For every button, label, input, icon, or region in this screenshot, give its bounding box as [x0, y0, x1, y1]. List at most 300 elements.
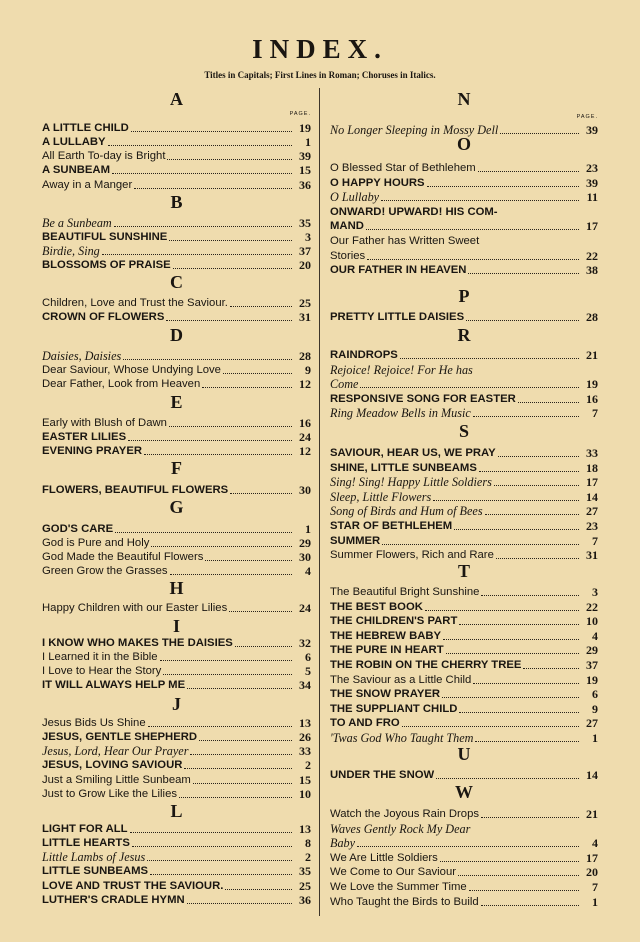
page-number: 33 — [586, 446, 598, 460]
entry-title: Watch the Joyous Rain Drops — [330, 808, 480, 820]
index-entry — [330, 249, 598, 263]
dot-leader — [112, 173, 292, 174]
entry-title: Dear Father, Look from Heaven — [42, 378, 201, 391]
page-number: 2 — [305, 850, 311, 865]
index-entry — [42, 430, 311, 444]
entry-title: Song of Birds and Hum of Bees — [330, 504, 483, 519]
index-entry — [42, 864, 311, 878]
dot-leader — [131, 131, 292, 132]
index-legend: Titles in Capitals; First Lines in Roman; Choruses in Italics. — [204, 70, 436, 80]
section-letter-c: C — [170, 272, 183, 292]
index-entry — [42, 636, 311, 650]
dot-leader — [199, 740, 292, 741]
entry-title: We Are Little Soldiers — [330, 851, 438, 864]
dot-leader — [169, 240, 292, 241]
dot-leader — [229, 611, 292, 612]
page-column-label: PAGE. — [289, 111, 311, 117]
entry-title: The Saviour as a Little Child — [330, 673, 472, 686]
entry-title: EVENING PRAYER — [42, 445, 143, 458]
dot-leader — [446, 653, 579, 654]
index-entry — [330, 392, 598, 406]
entry-title: Early with Blush of Dawn — [42, 417, 167, 429]
dot-leader — [425, 610, 579, 611]
section-letter-n: N — [457, 89, 471, 109]
entry-title: RESPONSIVE SONG FOR EASTER — [330, 392, 516, 405]
page-number: 20 — [586, 865, 598, 880]
entry-title: A LULLABY — [42, 136, 106, 149]
entry-title: Stories — [330, 249, 366, 262]
entry-title: OUR FATHER IN HEAVEN — [330, 264, 467, 277]
dot-leader — [481, 817, 579, 818]
page-number: 17 — [586, 475, 598, 490]
index-entry — [330, 263, 598, 277]
page-number: 3 — [305, 230, 311, 245]
index-entry — [42, 244, 311, 258]
dot-leader — [436, 778, 579, 779]
entry-title: JESUS, LOVING SAVIOUR — [42, 759, 183, 772]
dot-leader — [357, 846, 579, 847]
page-number: 37 — [299, 244, 311, 259]
page-number: 6 — [592, 687, 598, 702]
page-number: 14 — [586, 489, 598, 504]
index-entry — [42, 178, 311, 192]
entry-title: I Love to Hear the Story — [42, 665, 162, 678]
entry-title: A LITTLE CHILD — [42, 122, 129, 134]
dot-leader — [184, 768, 292, 769]
entry-title: IT WILL ALWAYS HELP ME — [42, 679, 186, 692]
entry-title: A SUNBEAM — [42, 164, 110, 177]
section-letter-p: P — [458, 286, 470, 306]
index-entry — [330, 822, 598, 836]
dot-leader — [187, 903, 292, 904]
section-letter-u: U — [457, 744, 471, 764]
dot-leader — [163, 674, 292, 675]
index-entry — [42, 296, 311, 310]
index-entry — [330, 731, 598, 745]
page-number: 6 — [305, 650, 311, 665]
page-number: 9 — [305, 363, 311, 378]
dot-leader — [169, 426, 292, 427]
page-number: 33 — [299, 744, 311, 759]
entry-title: O Lullaby — [330, 190, 380, 205]
entry-title: SUMMER — [330, 534, 381, 547]
index-entry — [42, 601, 311, 615]
entry-title: THE SUPPLIANT CHILD — [330, 702, 458, 715]
page-number: 23 — [586, 519, 598, 533]
dot-leader — [166, 320, 292, 321]
dot-leader — [160, 660, 292, 661]
entry-title: God is Pure and Holy — [42, 537, 150, 550]
dot-leader — [148, 726, 292, 727]
dot-leader — [466, 320, 579, 321]
section-letter-t: T — [457, 561, 470, 581]
index-entry — [42, 836, 311, 850]
dot-leader — [518, 402, 579, 403]
index-entry — [42, 879, 311, 893]
page-number: 27 — [586, 716, 598, 731]
index-entry — [330, 600, 598, 614]
index-entry — [330, 446, 598, 460]
section-letter-b: B — [170, 192, 183, 212]
entry-title: Come — [330, 377, 359, 392]
entry-title: Green Grow the Grasses — [42, 565, 168, 578]
dot-leader — [235, 646, 292, 647]
page-number: 31 — [299, 310, 311, 325]
index-entry — [330, 475, 598, 489]
entry-title: SHINE, LITTLE SUNBEAMS — [330, 461, 477, 474]
page-number: 39 — [586, 123, 598, 137]
dot-leader — [170, 574, 292, 575]
section-letter-e: E — [170, 392, 183, 412]
page-number: 19 — [299, 121, 311, 135]
entry-title: SAVIOUR, HEAR US, WE PRAY — [330, 447, 496, 459]
page-number: 15 — [299, 163, 311, 178]
entry-title: The Beautiful Bright Sunshine — [330, 586, 480, 598]
page-title: INDEX. — [252, 34, 388, 64]
index-entry — [42, 163, 311, 177]
dot-leader — [468, 273, 579, 274]
index-entry — [330, 643, 598, 657]
index-entry — [42, 730, 311, 744]
entry-title: God Made the Beautiful Flowers — [42, 551, 204, 564]
section-letter-s: S — [458, 421, 469, 441]
dot-leader — [115, 532, 292, 533]
entry-title: MAND — [330, 220, 364, 233]
page-number: 29 — [299, 536, 311, 551]
entry-title: THE SNOW PRAYER — [330, 688, 441, 701]
entry-title: BEAUTIFUL SUNSHINE — [42, 231, 168, 244]
index-entry — [330, 614, 598, 628]
page-number: 16 — [586, 391, 598, 406]
index-entry — [42, 758, 311, 772]
index-entry — [42, 216, 311, 230]
entry-title: LOVE AND TRUST THE SAVIOUR. — [42, 879, 224, 892]
entry-title: EASTER LILIES — [42, 431, 127, 444]
index-entry — [330, 219, 598, 233]
index-entry — [42, 522, 311, 536]
index-entry — [330, 880, 598, 894]
dot-leader — [381, 200, 579, 201]
page-number: 4 — [305, 564, 311, 579]
entry-title: 'Twas God Who Taught Them — [330, 731, 474, 745]
dot-leader — [134, 188, 292, 189]
page-number: 32 — [299, 636, 311, 650]
index-entry — [42, 716, 311, 730]
page-number: 21 — [586, 807, 598, 821]
page-number: 7 — [592, 533, 598, 548]
page-number: 12 — [299, 377, 311, 392]
entry-title: O HAPPY HOURS — [330, 176, 425, 189]
page-number: 13 — [299, 822, 311, 836]
dot-leader — [132, 846, 292, 847]
page-number: 30 — [299, 483, 311, 497]
section-letter-l: L — [170, 801, 183, 821]
index-entry — [330, 658, 598, 672]
page-number: 7 — [592, 880, 598, 894]
entry-title: Children, Love and Trust the Saviour. — [42, 297, 228, 309]
page-number: 39 — [586, 175, 598, 190]
entry-title: Waves Gently Rock My Dear — [330, 821, 471, 836]
dot-leader — [433, 500, 579, 501]
index-entry — [330, 702, 598, 716]
page-number: 20 — [299, 258, 311, 273]
dot-leader — [481, 905, 579, 906]
page-number: 23 — [586, 161, 598, 175]
dot-leader — [473, 683, 579, 684]
page-number: 4 — [592, 628, 598, 643]
entry-title: I KNOW WHO MAKES THE DAISIES — [42, 637, 233, 649]
index-entry — [42, 258, 311, 272]
dot-leader — [440, 861, 579, 862]
dot-leader — [147, 860, 292, 861]
index-entry — [42, 377, 311, 391]
entry-title: THE CHILDREN'S PART — [330, 615, 458, 628]
index-entry — [330, 807, 598, 821]
dot-leader — [485, 514, 579, 515]
index-entry — [330, 836, 598, 850]
index-entry — [42, 135, 311, 149]
page-number: 28 — [299, 349, 311, 363]
dot-leader — [360, 387, 579, 388]
page-number: 1 — [592, 894, 598, 909]
entry-title: ONWARD! UPWARD! HIS COM- — [330, 205, 498, 218]
section-letter-i: I — [172, 616, 180, 636]
entry-title: LUTHER'S CRADLE HYMN — [42, 893, 185, 906]
entry-title: Just to Grow Like the Lilies — [42, 787, 177, 800]
dot-leader — [123, 359, 292, 360]
index-entry — [42, 822, 311, 836]
entry-title: Rejoice! Rejoice! For He has — [330, 362, 473, 377]
dot-leader — [190, 754, 292, 755]
page-number: 24 — [299, 430, 311, 445]
index-entry — [42, 416, 311, 430]
dot-leader — [187, 688, 292, 689]
page-number: 1 — [592, 731, 598, 745]
page-number: 26 — [299, 730, 311, 745]
dot-leader — [496, 558, 579, 559]
page-number: 1 — [305, 135, 311, 150]
index-entry — [330, 716, 598, 730]
page-number: 11 — [586, 190, 598, 205]
section-letter-g: G — [169, 497, 184, 517]
entry-title: PRETTY LITTLE DAISIES — [330, 311, 465, 323]
entry-title: THE BEST BOOK — [330, 600, 423, 613]
dot-leader — [498, 456, 579, 457]
page-number: 35 — [299, 864, 311, 879]
section-letter-d: D — [170, 325, 183, 345]
entry-title: Be a Sunbeam — [42, 216, 112, 230]
entry-title: TO AND FRO — [330, 717, 400, 730]
entry-title: BLOSSOMS OF PRAISE — [42, 259, 171, 272]
dot-leader — [366, 229, 579, 230]
index-entry — [330, 190, 598, 204]
index-entry — [42, 149, 311, 163]
index-entry — [330, 865, 598, 879]
entry-title: Away in a Manger — [42, 178, 133, 191]
dot-leader — [402, 726, 579, 727]
dot-leader — [494, 485, 579, 486]
dot-leader — [469, 890, 579, 891]
section-letter-j: J — [172, 694, 181, 714]
dot-leader — [367, 259, 579, 260]
entry-title: Daisies, Daisies — [42, 349, 122, 363]
dot-leader — [167, 159, 292, 160]
entry-title: Sing! Sing! Happy Little Soldiers — [330, 475, 492, 490]
index-entry — [330, 585, 598, 599]
index-entry — [330, 348, 598, 362]
index-entry — [42, 444, 311, 458]
entry-title: O Blessed Star of Bethlehem — [330, 162, 476, 174]
entry-title: THE ROBIN ON THE CHERRY TREE — [330, 659, 522, 671]
section-letter-o: O — [456, 134, 471, 154]
dot-leader — [179, 797, 292, 798]
entry-title: Baby — [330, 836, 356, 851]
section-letter-a: A — [170, 89, 183, 109]
index-entry — [42, 564, 311, 578]
index-entry — [330, 205, 598, 219]
index-entry — [330, 534, 598, 548]
index-entry — [42, 363, 311, 377]
entry-title: CROWN OF FLOWERS — [42, 311, 165, 324]
index-entry — [330, 851, 598, 865]
index-entry — [330, 161, 598, 175]
index-entry — [42, 850, 311, 864]
index-entry — [330, 461, 598, 475]
page-number: 4 — [592, 836, 598, 851]
index-entry — [42, 121, 311, 135]
index-entry — [330, 490, 598, 504]
page-number: 27 — [586, 504, 598, 519]
dot-leader — [523, 668, 579, 669]
index-entry — [42, 678, 311, 692]
index-entry — [42, 650, 311, 664]
entry-title: UNDER THE SNOW — [330, 769, 435, 781]
dot-leader — [150, 874, 292, 875]
dot-leader — [454, 529, 579, 530]
dot-leader — [202, 387, 292, 388]
dot-leader — [400, 358, 579, 359]
page-number: 31 — [586, 548, 598, 563]
page-number: 25 — [299, 296, 311, 310]
entry-title: GOD'S CARE — [42, 523, 114, 535]
section-letter-r: R — [457, 325, 471, 345]
page-number: 2 — [305, 758, 311, 773]
page-number: 15 — [299, 772, 311, 787]
dot-leader — [442, 697, 579, 698]
dot-leader — [173, 268, 292, 269]
page-number: 34 — [299, 678, 311, 693]
index-entry — [42, 787, 311, 801]
page-number: 18 — [586, 460, 598, 475]
entry-title: Sleep, Little Flowers — [330, 489, 432, 504]
index-entry — [330, 310, 598, 324]
entry-title: RAINDROPS — [330, 349, 398, 361]
index-entry — [42, 483, 311, 497]
dot-leader — [459, 624, 579, 625]
index-entry — [42, 773, 311, 787]
index-entry — [42, 893, 311, 907]
page-number: 38 — [586, 263, 598, 278]
entry-title: STAR OF BETHLEHEM — [330, 520, 453, 532]
dot-leader — [443, 639, 579, 640]
entry-title: Our Father has Written Sweet — [330, 235, 480, 247]
page-number: 30 — [299, 550, 311, 565]
dot-leader — [151, 546, 292, 547]
dot-leader — [481, 595, 579, 596]
index-entry — [330, 768, 598, 782]
dot-leader — [193, 783, 292, 784]
entry-title: THE HEBREW BABY — [330, 629, 442, 642]
dot-leader — [458, 875, 579, 876]
index-entry — [42, 664, 311, 678]
page-number: 10 — [586, 614, 598, 629]
column-divider — [319, 88, 320, 916]
dot-leader — [144, 454, 292, 455]
entry-title: LIGHT FOR ALL — [42, 823, 128, 835]
page-number: 36 — [299, 892, 311, 907]
entry-title: Jesus Bids Us Shine — [42, 717, 146, 729]
entry-title: All Earth To-day is Bright — [42, 150, 166, 163]
page-number: 12 — [299, 444, 311, 459]
page-number: 19 — [586, 377, 598, 392]
entry-title: LITTLE SUNBEAMS — [42, 865, 149, 878]
dot-leader — [205, 560, 292, 561]
page-number: 14 — [586, 768, 598, 782]
entry-title: Just a Smiling Little Sunbeam — [42, 773, 191, 786]
dot-leader — [230, 493, 292, 494]
section-letter-f: F — [171, 458, 182, 478]
section-letter-w: W — [455, 782, 473, 802]
page-number: 22 — [586, 248, 598, 263]
page-number: 24 — [299, 601, 311, 615]
page-number: 36 — [299, 177, 311, 192]
dot-leader — [427, 186, 579, 187]
page-number: 8 — [305, 836, 311, 851]
index-entry — [330, 895, 598, 909]
dot-leader — [114, 226, 292, 227]
entry-title: I Learned it in the Bible — [42, 651, 158, 664]
page-number: 22 — [586, 599, 598, 614]
entry-title: Happy Children with our Easter Lilies — [42, 602, 228, 614]
index-entry — [330, 687, 598, 701]
page-number: 5 — [305, 664, 311, 679]
entry-title: Ring Meadow Bells in Music — [330, 406, 471, 421]
entry-title: Who Taught the Birds to Build — [330, 895, 479, 908]
index-entry — [42, 310, 311, 324]
dot-leader — [478, 171, 579, 172]
page-number: 9 — [592, 701, 598, 716]
entry-title: We Come to Our Saviour — [330, 866, 456, 879]
dot-leader — [230, 306, 292, 307]
entry-title: Summer Flowers, Rich and Rare — [330, 549, 494, 562]
index-entry — [330, 504, 598, 518]
entry-title: Little Lambs of Jesus — [42, 850, 146, 865]
entry-title: We Love the Summer Time — [330, 881, 467, 893]
dot-leader — [102, 254, 292, 255]
dot-leader — [382, 544, 579, 545]
entry-title: LITTLE HEARTS — [42, 837, 130, 850]
page-number: 17 — [586, 850, 598, 865]
index-entry — [42, 550, 311, 564]
entry-title: JESUS, GENTLE SHEPHERD — [42, 731, 198, 744]
page-number: 7 — [592, 406, 598, 421]
page-number: 21 — [586, 348, 598, 362]
page-number: 16 — [299, 416, 311, 430]
dot-leader — [459, 712, 579, 713]
index-entry — [42, 230, 311, 244]
dot-leader — [130, 832, 292, 833]
index-entry — [330, 234, 598, 248]
